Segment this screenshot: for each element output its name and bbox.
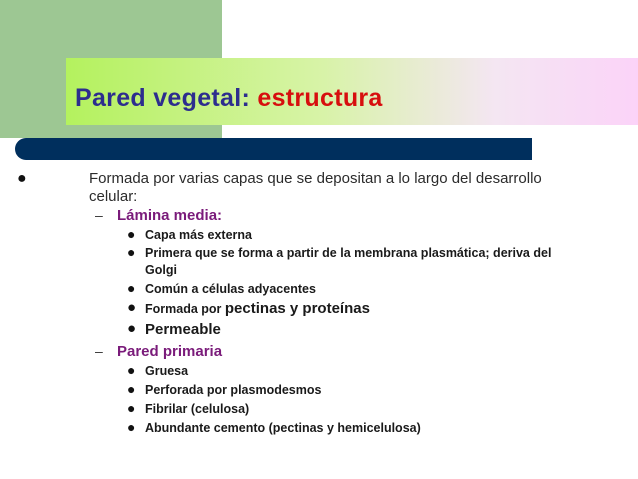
dash-icon: – [95, 343, 103, 359]
list-item-prefix: Formada por [145, 302, 222, 316]
bullet-icon: ● [127, 419, 136, 435]
list-item-continuation: Golgi [145, 263, 177, 277]
main-bullet-line2: celular: [89, 188, 138, 205]
bullet-icon: ● [127, 244, 136, 260]
list-item: Capa más externa [145, 228, 253, 242]
list-item: Primera que se forma a partir de la membrana plasmática; deriva del [145, 246, 552, 260]
bullet-icon: ● [127, 362, 136, 378]
section-heading-pared-primaria: Pared primaria [117, 343, 223, 360]
list-item: Fibrilar (celulosa) [145, 402, 250, 416]
title-main: Pared vegetal: [75, 84, 251, 112]
bullet-icon: ● [127, 299, 137, 316]
list-item: Común a células adyacentes [145, 282, 316, 296]
bullet-icon: ● [127, 320, 137, 337]
bullet-icon: ● [127, 400, 136, 416]
bullet-icon: ● [127, 226, 136, 242]
list-item: Perforada por plasmodesmos [145, 383, 322, 397]
bullet-icon: ● [127, 381, 136, 397]
dash-icon: – [95, 207, 103, 223]
list-item: Permeable [145, 321, 221, 338]
list-item [145, 300, 370, 317]
title-highlight: estructura [257, 84, 383, 112]
main-bullet-line1: Formada por varias capas que se depositan a lo largo del desarrollo [89, 170, 542, 187]
bullet-icon: ● [127, 280, 136, 296]
list-item-emphasis: pectinas y proteínas [224, 300, 370, 317]
list-item: Abundante cemento (pectinas y hemicelulosa) [145, 421, 421, 435]
list-item: Gruesa [145, 364, 189, 378]
bullet-icon: ● [17, 170, 27, 187]
section-heading-lamina-media: Lámina media: [117, 207, 223, 224]
